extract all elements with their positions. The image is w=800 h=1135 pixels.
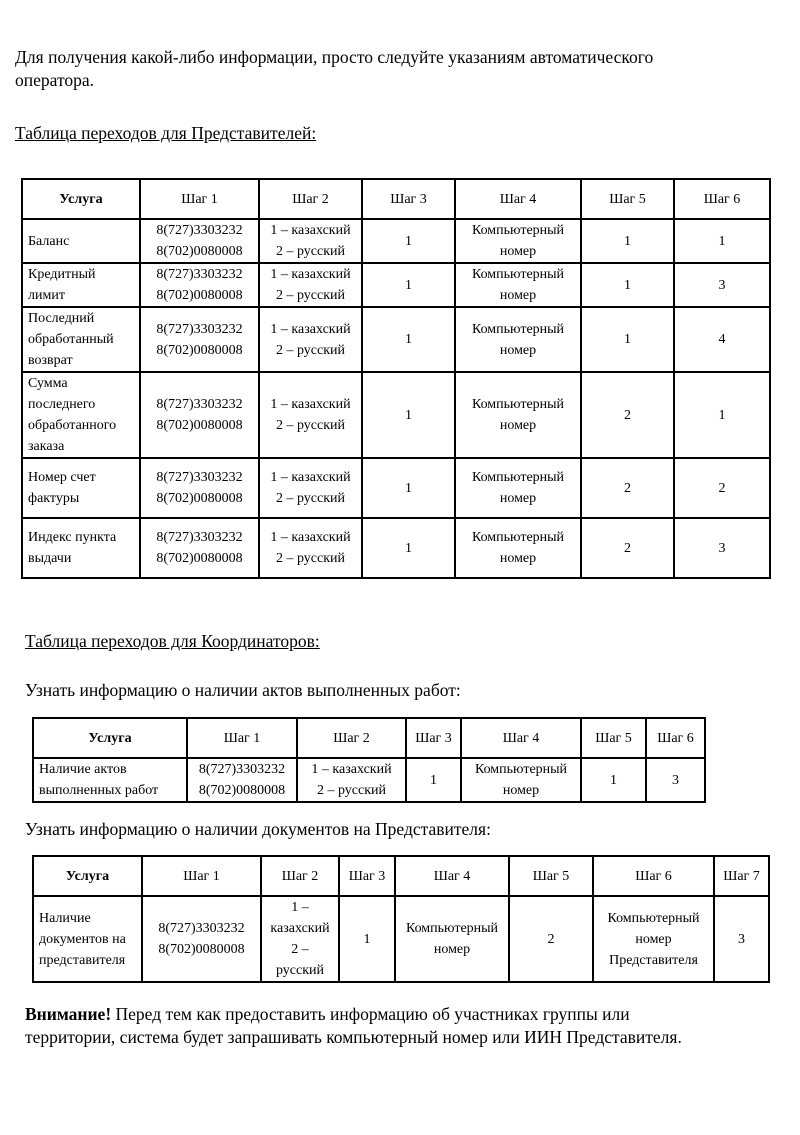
language-option: 1 – казахский — [311, 762, 392, 777]
docs-header-step5: Шаг 5 — [509, 856, 593, 896]
reps-table — [21, 178, 771, 579]
reps-step3: 1 — [362, 219, 455, 263]
acts-label: Узнать информацию о наличии актов выполненных работ: — [25, 680, 461, 700]
reps-step4-line: Компьютерный — [471, 397, 565, 412]
reps-step6: 1 — [674, 219, 770, 263]
reps-service-line: последнего — [28, 397, 96, 412]
reps-step4 — [455, 263, 581, 307]
acts-step2 — [297, 758, 406, 802]
reps-service-line: обработанный — [28, 332, 114, 347]
reps-step1-line: 8(702)0080008 — [156, 418, 243, 433]
language-option-line: казахский — [270, 921, 330, 936]
table-row — [22, 458, 770, 518]
reps-step4-line: Компьютерный — [471, 530, 565, 545]
reps-service-line: фактуры — [28, 491, 80, 506]
acts-step4 — [461, 758, 581, 802]
reps-step6: 4 — [674, 307, 770, 372]
table-row — [22, 307, 770, 372]
reps-service-line: возврат — [28, 353, 73, 368]
reps-step3: 1 — [362, 372, 455, 458]
reps-step1-line: 8(702)0080008 — [156, 288, 243, 303]
reps-step1-line: 8(702)0080008 — [156, 551, 243, 566]
reps-step2 — [259, 518, 362, 578]
reps-step3: 1 — [362, 458, 455, 518]
reps-step4 — [455, 372, 581, 458]
docs-step5: 2 — [509, 896, 593, 982]
acts-step3: 1 — [406, 758, 461, 802]
phone-number: 8(727)3303232 — [198, 762, 286, 777]
reps-step1-line: 8(727)3303232 — [156, 223, 243, 238]
reps-step3: 1 — [362, 518, 455, 578]
reps-step1-line: 8(727)3303232 — [156, 530, 243, 545]
table-row — [22, 219, 770, 263]
reps-service — [22, 372, 140, 458]
docs-header-step1: Шаг 1 — [142, 856, 261, 896]
docs-header-service: Услуга — [33, 856, 142, 896]
phone-number: 8(702)0080008 — [158, 942, 245, 957]
reps-step2 — [259, 372, 362, 458]
reps-step4 — [455, 458, 581, 518]
docs-step4-line: номер — [433, 942, 471, 957]
docs-step6 — [593, 896, 714, 982]
reps-service — [22, 458, 140, 518]
reps-step2-line: 1 – казахский — [270, 470, 351, 485]
docs-step3: 1 — [339, 896, 395, 982]
reps-header-row — [22, 179, 770, 219]
reps-step4-line: номер — [499, 288, 537, 303]
reps-step5: 1 — [581, 307, 674, 372]
reps-step2-line: 1 – казахский — [270, 530, 351, 545]
reps-step6: 2 — [674, 458, 770, 518]
language-option-line: 2 – — [291, 942, 309, 957]
acts-header-step1: Шаг 1 — [187, 718, 297, 758]
table-row — [33, 758, 705, 802]
reps-step1 — [140, 307, 259, 372]
reps-header-step1: Шаг 1 — [140, 179, 259, 219]
acts-service-line: выполненных работ — [39, 783, 159, 798]
coords-heading: Таблица переходов для Координаторов: — [25, 631, 320, 651]
reps-header-step3: Шаг 3 — [362, 179, 455, 219]
notice-bold: Внимание! — [25, 1004, 112, 1024]
reps-step2-line: 1 – казахский — [270, 321, 351, 337]
reps-step2 — [259, 458, 362, 518]
reps-step1-line: 8(702)0080008 — [156, 244, 243, 259]
reps-service-line: заказа — [28, 439, 65, 454]
reps-step5: 2 — [581, 372, 674, 458]
reps-header-step2: Шаг 2 — [259, 179, 362, 219]
reps-service-line: Последний — [28, 311, 95, 326]
acts-header-service: Услуга — [33, 718, 187, 758]
docs-header-step7: Шаг 7 — [714, 856, 769, 896]
acts-step1 — [187, 758, 297, 802]
reps-step2-line: 1 – казахский — [270, 223, 351, 238]
notice-paragraph — [25, 1003, 682, 1049]
phone-number: 8(727)3303232 — [158, 921, 245, 936]
reps-step2-line: 1 – казахский — [270, 267, 351, 282]
reps-step4 — [455, 518, 581, 578]
reps-step4-line: Компьютерный — [471, 470, 565, 485]
reps-step2-line: 2 – русский — [275, 551, 346, 566]
reps-step1 — [140, 458, 259, 518]
reps-step4 — [455, 307, 581, 372]
acts-step5: 1 — [581, 758, 646, 802]
reps-step4-line: номер — [499, 244, 537, 259]
docs-service-line: Наличие — [39, 910, 91, 926]
docs-step6-line: Представителя — [609, 952, 698, 968]
reps-step6: 3 — [674, 263, 770, 307]
reps-step4 — [455, 219, 581, 263]
table-row — [33, 896, 769, 982]
acts-step6: 3 — [646, 758, 705, 802]
docs-service-line: документов на — [39, 931, 126, 947]
docs-step6-line: номер — [635, 931, 672, 947]
reps-service-line: Баланс — [28, 233, 70, 249]
table-row — [22, 518, 770, 578]
reps-step1-line: 8(727)3303232 — [156, 470, 243, 485]
reps-service-line: Индекс пункта — [28, 530, 117, 545]
language-option-line: 1 – — [291, 900, 309, 915]
language-option: 2 – русский — [316, 783, 387, 798]
acts-header-step2: Шаг 2 — [297, 718, 406, 758]
acts-service — [33, 758, 187, 802]
reps-service-line: Сумма — [28, 376, 68, 391]
docs-service — [33, 896, 142, 982]
reps-step3: 1 — [362, 307, 455, 372]
reps-step4-line: номер — [499, 418, 537, 433]
reps-step2-line: 2 – русский — [275, 491, 346, 506]
phone-number: 8(702)0080008 — [198, 783, 286, 798]
reps-step1-line: 8(727)3303232 — [156, 397, 243, 412]
docs-step4-line: Компьютерный — [405, 921, 499, 936]
reps-step2-line: 2 – русский — [275, 418, 346, 433]
docs-header-step3: Шаг 3 — [339, 856, 395, 896]
reps-heading: Таблица переходов для Представителей: — [15, 123, 317, 143]
reps-step2 — [259, 219, 362, 263]
reps-step6: 1 — [674, 372, 770, 458]
reps-service — [22, 307, 140, 372]
docs-label: Узнать информацию о наличии документов на Представителя: — [25, 819, 491, 839]
reps-service — [22, 518, 140, 578]
docs-header-step6: Шаг 6 — [593, 856, 714, 896]
reps-step4-line: номер — [499, 491, 537, 506]
acts-header-step3: Шаг 3 — [406, 718, 461, 758]
language-option-line: русский — [275, 963, 325, 978]
acts-step4-line: Компьютерный — [474, 762, 568, 777]
reps-step2-line: 2 – русский — [275, 342, 346, 358]
reps-service-line: обработанного — [28, 418, 117, 433]
reps-service-line: Номер счет — [28, 470, 96, 485]
acts-header-row — [33, 718, 705, 758]
acts-table — [32, 717, 706, 803]
docs-header-step2: Шаг 2 — [261, 856, 339, 896]
intro-line-1: Для получения какой-либо информации, просто следуйте указаниям автоматического — [15, 47, 654, 67]
docs-step7: 3 — [714, 896, 769, 982]
reps-step1 — [140, 518, 259, 578]
acts-header-step6: Шаг 6 — [646, 718, 705, 758]
docs-step6-line: Компьютерный — [607, 910, 700, 926]
acts-service-line: Наличие актов — [39, 762, 127, 777]
docs-step2 — [261, 896, 339, 982]
reps-service-line: Кредитный — [28, 267, 96, 282]
reps-step5: 2 — [581, 458, 674, 518]
intro-paragraph — [15, 46, 653, 92]
reps-service-line: лимит — [28, 288, 65, 303]
reps-step2-line: 1 – казахский — [270, 397, 351, 412]
reps-service — [22, 263, 140, 307]
reps-step2 — [259, 307, 362, 372]
reps-step2-line: 2 – русский — [275, 244, 346, 259]
acts-header-step4: Шаг 4 — [461, 718, 581, 758]
reps-step2-line: 2 – русский — [275, 288, 346, 303]
reps-step4-line: Компьютерный — [471, 321, 565, 337]
table-row — [22, 372, 770, 458]
docs-step4 — [395, 896, 509, 982]
reps-step5: 2 — [581, 518, 674, 578]
reps-step1-line: 8(727)3303232 — [156, 321, 243, 337]
reps-service-line: выдачи — [28, 551, 72, 566]
docs-header-row — [33, 856, 769, 896]
acts-header-step5: Шаг 5 — [581, 718, 646, 758]
reps-step5: 1 — [581, 219, 674, 263]
reps-service — [22, 219, 140, 263]
docs-step1 — [142, 896, 261, 982]
reps-step1 — [140, 263, 259, 307]
reps-header-step6: Шаг 6 — [674, 179, 770, 219]
reps-step5: 1 — [581, 263, 674, 307]
reps-step4-line: Компьютерный — [471, 223, 565, 238]
reps-step1-line: 8(702)0080008 — [156, 491, 243, 506]
reps-step1 — [140, 219, 259, 263]
reps-step6: 3 — [674, 518, 770, 578]
docs-table — [32, 855, 770, 983]
notice-line-2: территории, система будет запрашивать компьютерный номер или ИИН Представителя. — [25, 1027, 682, 1047]
reps-step4-line: номер — [499, 551, 537, 566]
reps-step1 — [140, 372, 259, 458]
docs-service-line: представителя — [39, 952, 126, 968]
intro-line-2: оператора. — [15, 70, 95, 90]
reps-header-step4: Шаг 4 — [455, 179, 581, 219]
docs-header-step4: Шаг 4 — [395, 856, 509, 896]
reps-step4-line: номер — [499, 342, 537, 358]
reps-step1-line: 8(702)0080008 — [156, 342, 243, 358]
notice-line-1: Перед тем как предоставить информацию об участниках группы или — [111, 1004, 630, 1024]
reps-step3: 1 — [362, 263, 455, 307]
table-row — [22, 263, 770, 307]
acts-step4-line: номер — [502, 783, 540, 798]
reps-step4-line: Компьютерный — [471, 267, 565, 282]
reps-step1-line: 8(727)3303232 — [156, 267, 243, 282]
reps-header-service: Услуга — [22, 179, 140, 219]
reps-step2 — [259, 263, 362, 307]
reps-header-step5: Шаг 5 — [581, 179, 674, 219]
